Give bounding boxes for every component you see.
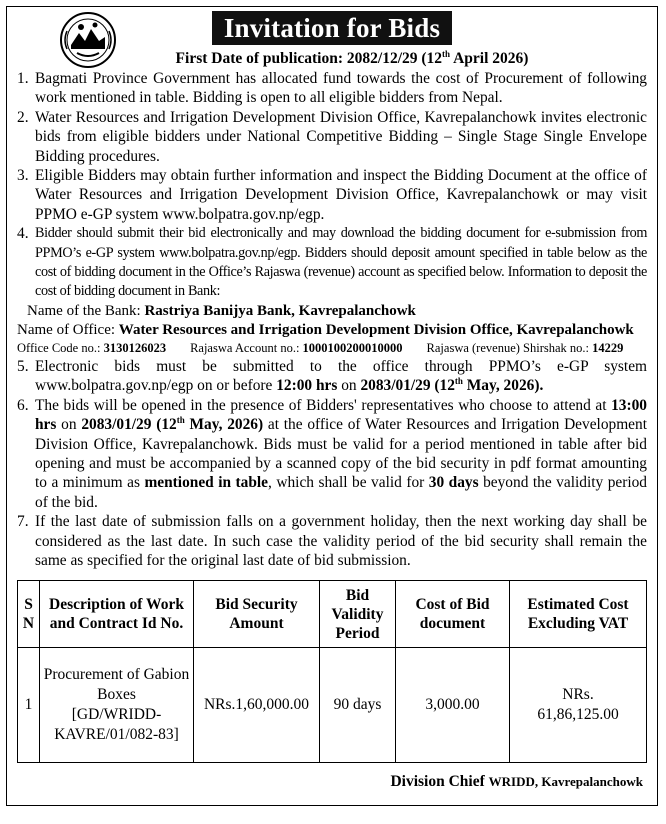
publication-date: First Date of publication: 2082/12/29 (12th April 2026)	[175, 48, 529, 67]
office-code: Office Code no.: 3130126023	[17, 340, 167, 355]
bank-name: Name of the Bank: Rastriya Banijya Bank, Kavrepalanchowk	[27, 302, 416, 319]
bid-table	[17, 580, 647, 763]
cell-bid-security: NRs.1,60,000.00	[194, 648, 320, 763]
government-emblem-icon	[59, 11, 117, 69]
clause-5: 5. Electronic bids must be submitted to the office through PPMO’s e-GP system www.bolpatra.gov.np/egp on or before 12:00 hrs on 2083/01/29 (12th May, 2026).	[17, 357, 647, 395]
clause-1: 1. Bagmati Province Government has allocated fund towards the cost of Procurement of following work mentioned in table. Bidding is open to all eligible bidders from Nepal.	[17, 70, 647, 107]
table-header-row	[18, 581, 647, 648]
cell-sn: 1	[18, 648, 40, 763]
signature-line: Division Chief WRIDD, Kavrepalanchowk	[390, 773, 643, 791]
header-description: Description of Work and Contract Id No.	[40, 581, 194, 648]
clause-2: 2. Water Resources and Irrigation Development Division Office, Kavrepalanchowk invites electronic bids from eligible bidders under National Competitive Bidding – Single Stage Single Envelope Bidding procedures.	[17, 108, 647, 165]
clause-7: 7. If the last date of submission falls on a government holiday, then the next working day shall be considered as the last date. In such case the validity period of the bid security shall remain the same as specified for the original last date of bid submission.	[17, 513, 647, 569]
notice-page	[6, 6, 658, 806]
header-estimated-cost: Estimated Cost Excluding VAT	[510, 581, 647, 648]
rajaswa-shirshak: Rajaswa (revenue) Shirshak no.: 14229	[426, 340, 624, 355]
office-name: Name of Office: Water Resources and Irrigation Development Division Office, Kavrepalanchowk	[17, 321, 634, 338]
cell-cost-of-document: 3,000.00	[396, 648, 510, 763]
rajaswa-account: Rajaswa Account no.: 1000100200010000	[190, 340, 403, 355]
cell-estimated-cost: NRs. 61,86,125.00	[510, 648, 647, 763]
header-sn: S N	[18, 581, 40, 648]
cell-description: Procurement of Gabion Boxes [GD/WRIDD-KAVRE/01/082-83]	[40, 648, 194, 763]
page-title: Invitation for Bids	[212, 11, 452, 45]
clause-3: 3. Eligible Bidders may obtain further information and inspect the Bidding Document at the office of Water Resources and Irrigation Development Division Office, Kavrepalanchowk or may visit PPMO e-GP system www.bolpatra.gov.np/egp.	[17, 167, 647, 223]
table-row	[18, 648, 647, 763]
clause-4: 4. Bidder should submit their bid electronically and may download the bidding document for e-submission from PPMO’s e-GP system www.bolpatra.gov.np/egp. Bidders should deposit amount specified in table below as the cost of bidding document in the Office’s Rajaswa (revenue) account as specified below. Information to deposit the cost of bidding document in Bank:	[17, 225, 647, 300]
header-bid-security: Bid Security Amount	[194, 581, 320, 648]
cell-bid-validity: 90 days	[320, 648, 396, 763]
header-bid-validity: Bid Validity Period	[320, 581, 396, 648]
header-cost-of-document: Cost of Bid document	[396, 581, 510, 648]
clause-6: 6. The bids will be opened in the presence of Bidders' representatives who choose to attend at 13:00 hrs on 2083/01/29 (12th May, 2026) at the office of Water Resources and Irrigation Development Division Office, Kavrepalanchowk. Bids must be valid for a period mentioned in table after bid opening and must be accompanied by a scanned copy of the bid security in pdf format amounting to a minimum as mentioned in table, which shall be valid for 30 days beyond the validity period of the bid.	[17, 396, 648, 511]
account-codes	[17, 340, 647, 357]
